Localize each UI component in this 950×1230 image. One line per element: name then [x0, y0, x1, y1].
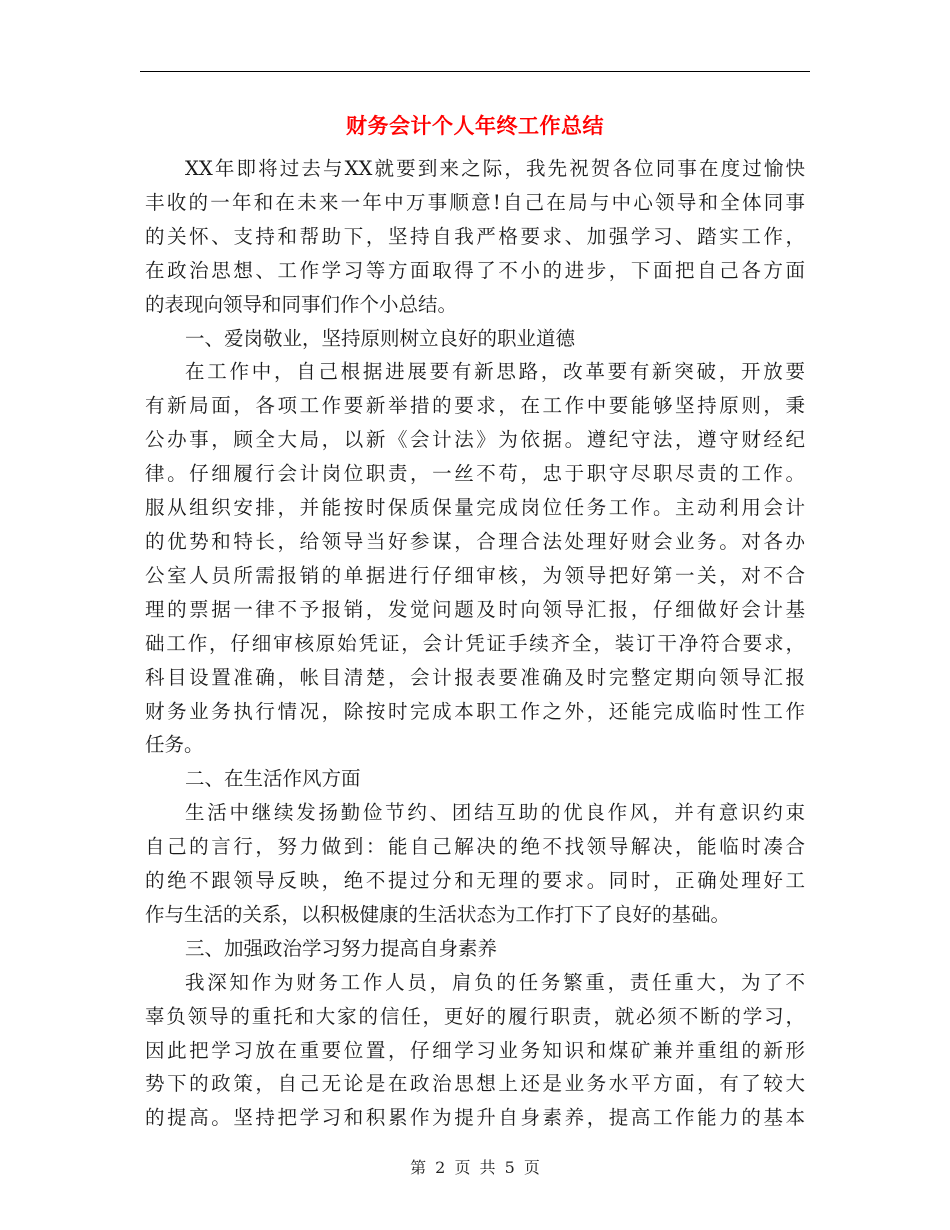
paragraph-line: 辜负领导的重托和大家的信任，更好的履行职责，就必须不断的学习，: [145, 1004, 805, 1028]
paragraph-line: 作与生活的关系，以积极健康的生活状态为工作打下了良好的基础。: [145, 902, 731, 926]
paragraph-line: 因此把学习放在重要位置，仔细学习业务知识和煤矿兼并重组的新形: [145, 1038, 805, 1062]
paragraph-line: 势下的政策，自己无论是在政治思想上还是业务水平方面，有了较大: [145, 1072, 805, 1096]
paragraph-line: 科目设置准确，帐目清楚，会计报表要准确及时完整定期向领导汇报: [145, 665, 805, 689]
paragraph-line: 公办事，顾全大局，以新《会计法》为依据。遵纪守法，遵守财经纪: [145, 428, 805, 452]
paragraph-line: 理的票据一律不予报销，发觉问题及时向领导汇报，仔细做好会计基: [145, 597, 805, 621]
document-body: [145, 152, 805, 1135]
paragraph-line: 的关怀、支持和帮助下，坚持自我严格要求、加强学习、踏实工作，: [145, 224, 805, 248]
paragraph-line: 的表现向领导和同事们作个小总结。: [145, 292, 458, 316]
paragraph-line: 在政治思想、工作学习等方面取得了不小的进步，下面把自己各方面: [145, 258, 805, 282]
header-rule: [140, 71, 810, 72]
paragraph-line: 自己的言行，努力做到：能自己解决的绝不找领导解决，能临时凑合: [145, 835, 805, 859]
paragraph-line: 础工作，仔细审核原始凭证，会计凭证手续齐全，装订干净符合要求，: [145, 631, 805, 655]
paragraph-line: 的提高。坚持把学习和积累作为提升自身素养，提高工作能力的基本: [145, 1106, 805, 1130]
paragraph-line: 的绝不跟领导反映，绝不提过分和无理的要求。同时，正确处理好工: [145, 869, 805, 893]
paragraph-line: XX年即将过去与XX就要到来之际，我先祝贺各位同事在度过愉快: [185, 157, 805, 180]
paragraph-line: 在工作中，自己根据进展要有新思路，改革要有新突破，开放要: [185, 360, 805, 384]
paragraph-line: 我深知作为财务工作人员，肩负的任务繁重，责任重大，为了不: [185, 970, 805, 994]
paragraph-line: 有新局面，各项工作要新举措的要求，在工作中要能够坚持原则，秉: [145, 394, 805, 418]
section-heading: 二、在生活作风方面: [185, 767, 361, 791]
paragraph-line: 的优势和特长，给领导当好参谋，合理合法处理好财会业务。对各办: [145, 529, 805, 553]
paragraph-line: 服从组织安排，并能按时保质保量完成岗位任务工作。主动利用会计: [145, 496, 805, 520]
document-title: 财务会计个人年终工作总结: [346, 113, 604, 138]
paragraph-line: 任务。: [145, 733, 204, 757]
section-heading: 一、爱岗敬业，坚持原则树立良好的职业道德: [185, 326, 576, 350]
section-heading: 三、加强政治学习努力提高自身素养: [185, 936, 498, 960]
paragraph-line: 公室人员所需报销的单据进行仔细审核，为领导把好第一关，对不合: [145, 563, 805, 587]
paragraph-line: 丰收的一年和在未来一年中万事顺意!自己在局与中心领导和全体同事: [145, 190, 805, 214]
paragraph-line: 生活中继续发扬勤俭节约、团结互助的优良作风，并有意识约束: [185, 801, 805, 825]
page-footer: 第 2 页 共 5 页: [410, 1158, 540, 1177]
paragraph-line: 财务业务执行情况，除按时完成本职工作之外，还能完成临时性工作: [145, 699, 805, 723]
paragraph-line: 律。仔细履行会计岗位职责，一丝不苟，忠于职守尽职尽责的工作。: [145, 462, 805, 486]
